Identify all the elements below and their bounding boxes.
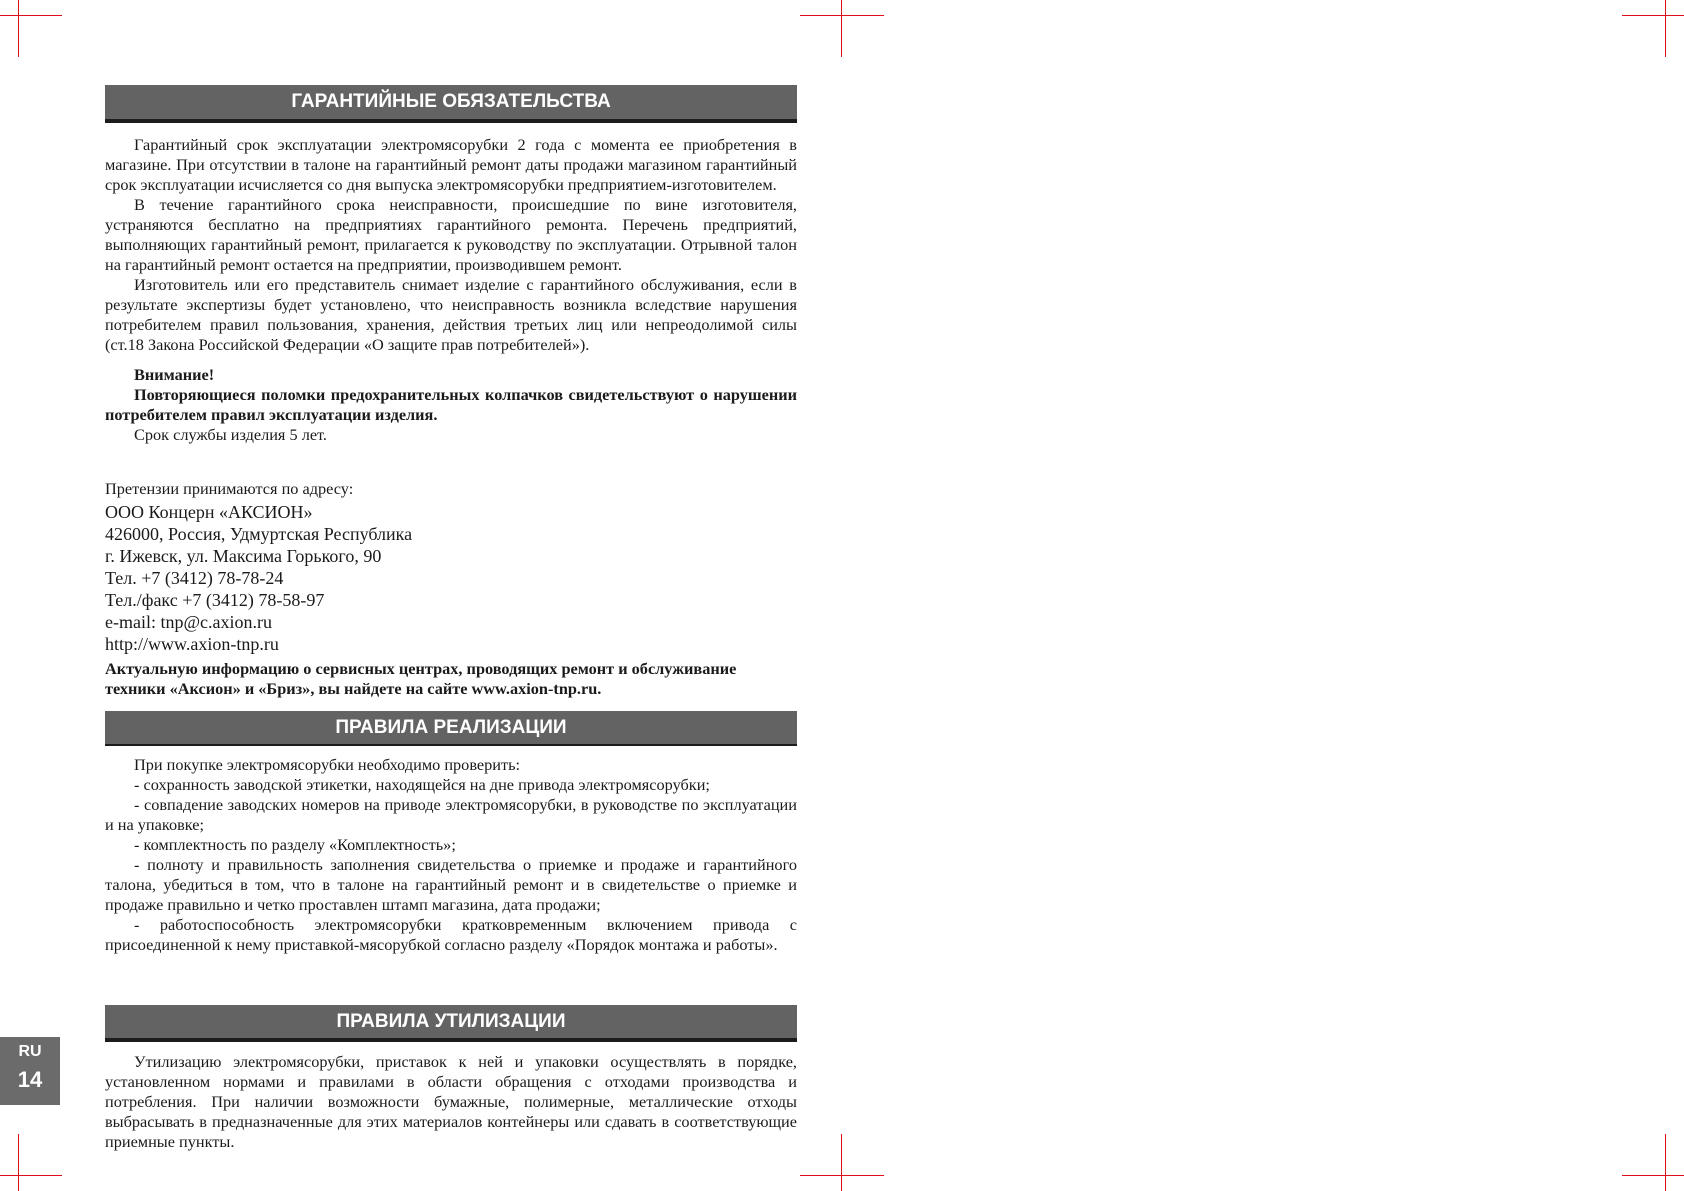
disposal-paragraph: Утилизацию электромясорубки, приставок к ней и упаковки осуществлять в порядке, установленном нормами и правилами в области обращения с отходами производства и потребления. При наличии возможности бумажные, полимерные, металлические отходы выбрасывать в предназначенные для этих материалов контейнеры или сдавать в соответствующие приемные пункты. [105, 1052, 797, 1151]
crop-mark [800, 15, 884, 16]
website: http://www.axion-tnp.ru [105, 634, 279, 654]
warranty-heading-text: ГАРАНТИЙНЫЕ ОБЯЗАТЕЛЬСТВА [291, 91, 611, 112]
sales-item: - сохранность заводской этикетки, находящейся на дне привода электромясорубки; [134, 775, 710, 794]
crop-mark [800, 1175, 884, 1176]
crop-mark [1622, 1175, 1684, 1176]
language-label: RU [18, 1043, 42, 1060]
crop-mark [1665, 0, 1666, 57]
crop-mark [18, 1134, 19, 1191]
crop-mark [0, 15, 62, 16]
crop-mark [841, 1134, 842, 1191]
warranty-paragraph: В течение гарантийного срока неисправности, происшедшие по вине изготовителя, устраняются бесплатно на предприятиях гарантийного ремонта. Перечень предприятий, выполняющих гарантийный ремонт, прилагается к руководству по эксплуатации. Отрывной талон на гарантийный ремонт остается на предприятии, производившем ремонт. [105, 195, 797, 274]
warranty-paragraph: Гарантийный срок эксплуатации электромясорубки 2 года с момента ее приобретения в магазине. При отсутствии в талоне на гарантийный ремонт даты продажи магазином гарантийный срок эксплуатации исчисляется со дня выпуска электромясорубки предприятием-изготовителем. [105, 135, 797, 194]
address-block [105, 479, 797, 699]
phone: Тел. +7 (3412) 78-78-24 [105, 568, 284, 588]
crop-mark [841, 0, 842, 57]
page-number: 14 [17, 1067, 43, 1092]
company-name: ООО Концерн «АКСИОН» [105, 502, 313, 522]
sales-intro: При покупке электромясорубки необходимо проверить: [134, 755, 521, 774]
email: e-mail: tnp@c.axion.ru [105, 612, 273, 632]
service-center-note: Актуальную информацию о сервисных центрах, проводящих ремонт и обслуживание техники «Аксион» и «Бриз», вы найдете на сайте www.axion-tnp.ru. [105, 659, 737, 698]
warranty-heading [105, 85, 797, 123]
sales-body [105, 755, 797, 955]
crop-mark [1665, 1134, 1666, 1191]
page-tab [0, 1037, 60, 1105]
disposal-heading [105, 1005, 797, 1042]
disposal-heading-text: ПРАВИЛА УТИЛИЗАЦИИ [336, 1011, 566, 1032]
address-lead: Претензии принимаются по адресу: [105, 479, 354, 498]
crop-mark [1622, 15, 1684, 16]
attention-text: Повторяющиеся поломки предохранительных колпачков свидетельствуют о нарушении потребителем правил эксплуатации изделия. [105, 385, 797, 424]
sales-heading-text: ПРАВИЛА РЕАЛИЗАЦИИ [335, 717, 567, 738]
sales-item: - полноту и правильность заполнения свидетельства о приемке и продаже и гарантийного талона, убедиться в том, что в талоне на гарантийный ремонт и в свидетельстве о приемке и продаже правильно и четко проставлен штамп магазина, дата продажи; [105, 855, 797, 914]
sales-heading [105, 711, 797, 746]
warranty-body [105, 135, 797, 445]
sales-item: - комплектность по разделу «Комплектность»; [134, 835, 456, 854]
crop-mark [18, 0, 19, 57]
fax: Тел./факс +7 (3412) 78-58-97 [105, 590, 325, 610]
service-life: Срок службы изделия 5 лет. [134, 425, 328, 444]
address-street: г. Ижевск, ул. Максима Горького, 90 [105, 546, 382, 566]
sales-item: - совпадение заводских номеров на приводе электромясорубки, в руководстве по эксплуатации и на упаковке; [105, 795, 797, 834]
address-region: 426000, Россия, Удмуртская Республика [105, 524, 413, 544]
crop-mark [0, 1175, 62, 1176]
attention-label: Внимание! [134, 365, 215, 384]
warranty-paragraph: Изготовитель или его представитель снимает изделие с гарантийного обслуживания, если в результате экспертизы будет установлено, что неисправность возникла вследствие нарушения потребителем правил пользования, хранения, действия третьих лиц или непреодолимой силы (ст.18 Закона Российской Федерации «О защите прав потребителей»). [105, 275, 797, 354]
sales-item: - работоспособность электромясорубки кратковременным включением привода с присоединенной к нему приставкой-мясорубкой согласно разделу «Порядок монтажа и работы». [105, 915, 797, 954]
disposal-body [105, 1052, 797, 1152]
